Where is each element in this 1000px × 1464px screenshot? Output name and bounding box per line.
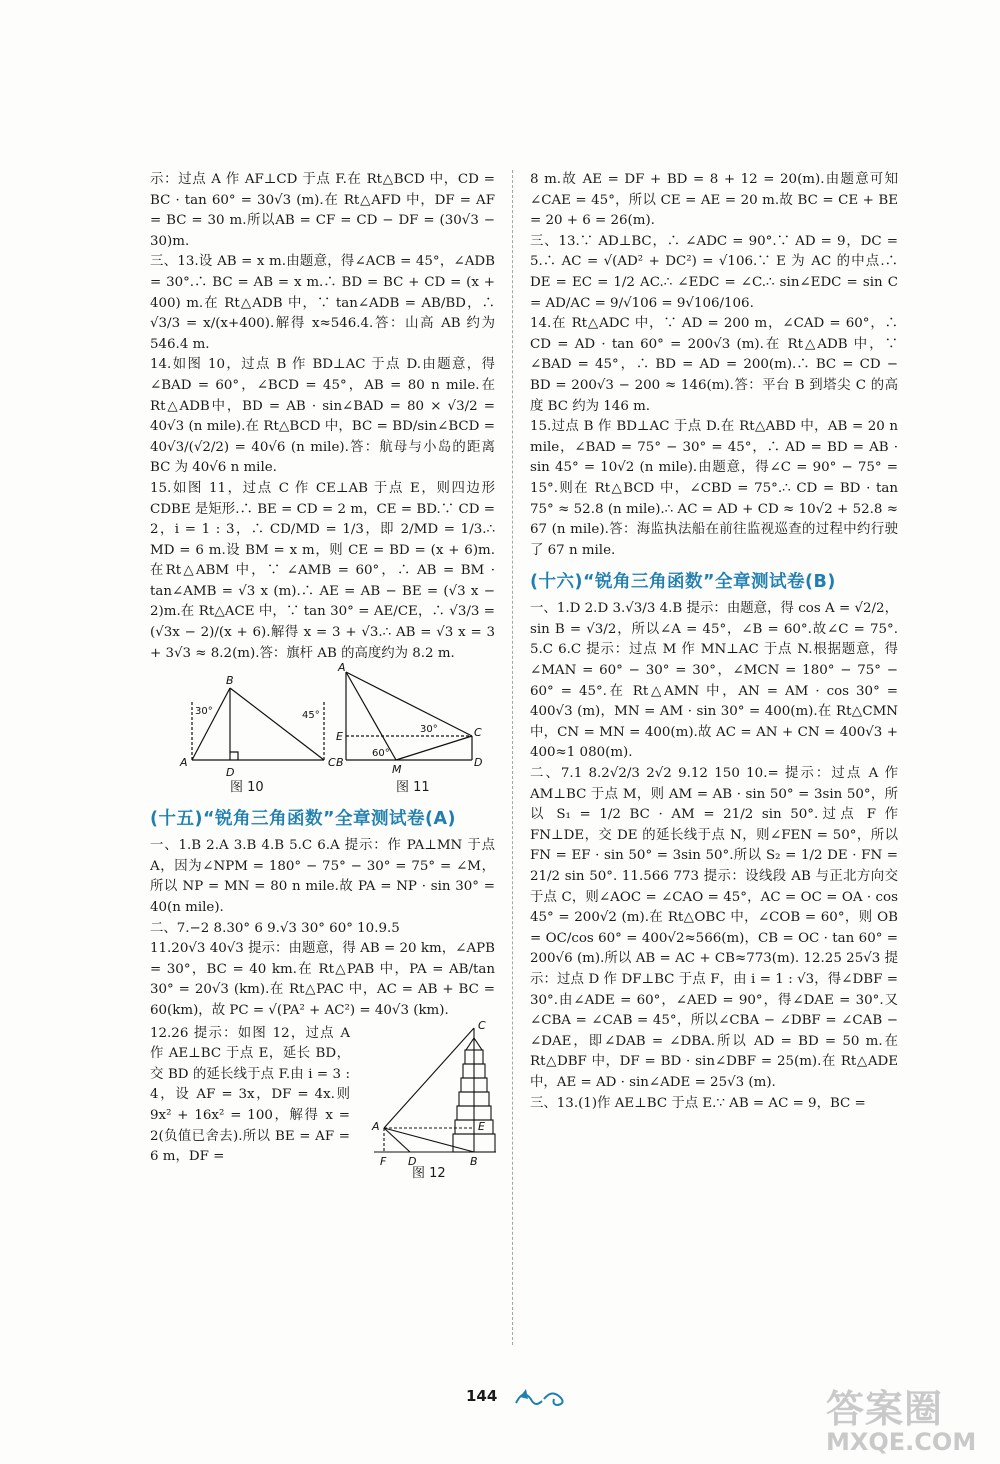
figure-12-caption: 图 12 [412,1165,446,1181]
paragraph: 三、13.∵ AD⊥BC，∴ ∠ADC = 90°.∵ AD = 9，DC = 5.∴ AC = √(AD² + DC²) = √106.∵ E 为 AC 的中点.∴ DE = EC = 1/2 AC.∴ ∠EDC = ∠C.∴ sin∠EDC = sin C = AD/AC = 9/√106 = 9√106/106. [530,233,898,311]
svg-text:A: A [180,756,188,770]
watermark-logo: 答案圈 [826,1387,944,1431]
figure-11-caption: 图 11 [396,780,430,796]
svg-text:30°: 30° [195,706,213,718]
figure-11-diagram [334,662,494,778]
svg-text:60°: 60° [372,748,390,760]
paragraph: 二、7.1 8.2√2/3 2√2 9.12 150 10.= 提示：过点 A 作 AM⊥BC 于点 M，则 AM = AB · sin 50° = 3sin 50°，所以 S₁ = 1/2 BC · AM = 21/2 sin 50°.过点 F 作 FN⊥DE，交 DE 的延长线于点 N，则∠FEN = 50°，所以 FN = EF · sin 50° = 3sin 50°.所以 S₂ = 1/2 DE · FN = 21/2 sin 50°. 11.566 773 提示：设线段 AB 与正北方向交于点 C，则∠AOC = ∠CAO = 45°，AC = OC = OA · cos 45° = 200√2 (m).在 Rt△OBC 中，∠COB = 60°，则 OB = OC/cos 60° = 400√2≈566(m)，CB = OC · tan 60° = 200√6 (m).所以 AB = AC + CB≈773(m). 12.25 25√3 提示：过点 D 作 DF⊥BC 于点 F，由 i = 1 : √3，得∠DBF = 30°.由∠ADE = 60°，∠AED = 90°，得∠DAE = 30°.又∠CBA = ∠CAB = 45°，所以∠CBA − ∠DBF = ∠CAB − ∠DAE，即∠DAB = ∠DBA.所以 AD = BD = 50 m.在 Rt△DBF 中，DF = BD · sin∠DBF = 25(m).在 Rt△ADE 中，AE = AD · sin∠ADE = 25√3 (m). [530,766,898,1090]
svg-text:C: C [474,726,482,740]
right-column [530,170,898,1114]
svg-text:C: C [478,1019,486,1032]
paragraph: 12.26 提示：如图 12，过点 A 作 AE⊥BC 于点 E，延长 BD，交 BD 的延长线于点 F.由 i = 3 : 4，设 AF = 3x，DF = 4x.则 9x² + 16x² = 100，解得 x = 2(负值已舍去).所以 BE = AF = 6 m，DF = [150,1025,350,1165]
figure-10-caption: 图 10 [230,780,264,796]
paragraph: 8 m.故 AE = DF + BD = 8 + 12 = 20(m).由题意可知∠CAE = 45°，所以 CE = AE = 20 m.故 BC = CE + BE = 20 + 6 = 26(m). [530,172,898,229]
paragraph: 一、1.B 2.A 3.B 4.B 5.C 6.A 提示：作 PA⊥MN 于点 A，因为∠NPM = 180° − 75° − 30° = 75° = ∠M，所以 NP = MN = 80 n mile.故 PA = NP · sin 30° = 40(n mile). [150,838,495,916]
paragraph: 15.如图 11，过点 C 作 CE⊥AB 于点 E，则四边形 CDBE 是矩形.∴ BE = CD = 2 m，CE = BD.∵ CD = 2，i = 1 : 3，∴ CD/MD = 1/3，即 2/MD = 1/3.∴ MD = 6 m.设 BM = x m，则 CE = BD = (x + 6)m.在Rt△ABM 中，∵ ∠AMB = 60°，∴ AB = BM · tan∠AMB = √3 x (m).∴ AE = AB − BE = (√3 x − 2)m.在 Rt△ACE 中，∵ tan 30° = AE/CE，∴ √3/3 = (√3x − 2)/(x + 6).解得 x = 3 + √3.∴ AB = √3 x = 3 + 3√3 ≈ 8.2(m).答：旗杆 AB 的高度约为 8.2 m. [150,480,495,661]
figure-12-diagram [370,1020,500,1170]
svg-text:E: E [478,1119,485,1133]
svg-text:B: B [336,756,344,770]
svg-text:A: A [372,1119,380,1133]
paragraph: 11.20√3 40√3 提示：由题意，得 AB = 20 km，∠APB = 30°，BC = 40 km.在 Rt△PAB 中，PA = AB/tan 30° = 20√3 (km).在 Rt△PAC 中，AC = AB + BC = 60(km)，故 PC = √(PA² + AC²) = 40√3 (km). [150,941,495,1018]
svg-text:D: D [226,766,235,780]
svg-text:E: E [336,730,343,744]
paragraph: 三、13.(1)作 AE⊥BC 于点 E.∵ AB = AC = 9，BC = [530,1095,866,1111]
paragraph: 一、1.D 2.D 3.√3/3 4.B 提示：由题意，得 cos A = √2/2，sin B = √3/2，所以∠A = 45°，∠B = 60°.故∠C = 75°. 5.C 6.C 提示：过点 M 作 MN⊥AC 于点 N.根据题意，得∠MAN = 60° − 30° = 30°，∠MCN = 180° − 75° − 60° = 45°.在 Rt△AMN 中，AN = AM · cos 30° = 400√3 (m)，MN = AM · sin 30° = 400(m).在 Rt△CMN 中，CN = MN = 400(m).故 AC = AN + CN = 400√3 + 400≈1 080(m). [530,601,898,761]
paragraph: 14.如图 10，过点 B 作 BD⊥AC 于点 D.由题意，得∠BAD = 60°，∠BCD = 45°，AB = 80 n mile.在 Rt△ADB中，BD = AB · sin∠BAD = 80 × √3/2 = 40√3 (n mile).在 Rt△BCD 中，BC = BD/sin∠BCD = 40√3/(√2/2) = 40√6 (n mile).答：航母与小岛的距离 BC 为 40√6 n mile. [150,357,495,476]
swirl-ornament-icon [510,1383,574,1411]
svg-text:D: D [408,1154,417,1168]
svg-text:D: D [474,756,483,770]
paragraph: 三、13.设 AB = x m.由题意，得∠ACB = 45°，∠ADB = 30°.∴ BC = AB = x m.∴ BD = BC + CD = (x + 400) m.在 Rt△ADB 中，∵ tan∠ADB = AB/BD，∴ √3/3 = x/(x+400).解得 x≈546.4.答：山高 AB 约为 546.4 m. [150,254,495,352]
svg-text:B: B [470,1154,478,1168]
section-15-title: (十五)“锐角三角函数”全章测试卷(A) [150,809,457,830]
svg-text:30°: 30° [420,724,438,736]
svg-text:F: F [380,1154,387,1168]
paragraph: 示：过点 A 作 AF⊥CD 于点 F.在 Rt△BCD 中，CD = BC · tan 60° = 30√3 (m).在 Rt△AFD 中，DF = AF = BC = 30 m.所以AB = CF = CD − DF = (30√3 − 30)m. [150,172,495,249]
left-column [150,170,495,1180]
page-number: 144 [466,1387,498,1405]
svg-text:B: B [226,674,234,688]
svg-text:M: M [392,763,402,777]
paragraph: 14.在 Rt△ADC 中，∵ AD = 200 m，∠CAD = 60°，∴ CD = AD · tan 60° = 200√3 (m).在 Rt△ADB 中，∵ ∠BAD = 45°，∴ BD = AD = 200(m).∴ BC = CD − BD = 200√3 − 200 ≈ 146(m).答：平台 B 到塔尖 C 的高度 BC 约为 146 m. [530,316,898,414]
column-divider [512,170,513,1345]
paragraph: 二、7.−2 8.30° 6 9.√3 30° 60° 10.9.5 [150,920,400,936]
watermark-url: MXQE.COM [826,1428,977,1456]
figure-10-diagram [178,670,338,780]
paragraph: 15.过点 B 作 BD⊥AC 于点 D.在 Rt△ABD 中，AB = 20 n mile，∠BAD = 75° − 30° = 45°，∴ AD = BD = AB · sin 45° = 10√2 (n mile).由题意，得∠C = 90° − 75° = 15°.则在 Rt△BCD 中，∠CBD = 75°.∴ CD = BD · tan 75° ≈ 52.8 (n mile).∴ AC = AD + CD ≈ 10√2 + 52.8 ≈ 67 (n mile).答：海监执法船在前往监视巡查的过程中约行驶了 67 n mile. [530,419,898,558]
section-16-title: (十六)“锐角三角函数”全章测试卷(B) [530,572,836,593]
svg-text:45°: 45° [302,710,320,722]
svg-text:C: C [328,756,336,770]
figures-10-11 [150,662,495,798]
problem-12-block [150,1019,495,1181]
svg-text:A: A [338,662,346,675]
